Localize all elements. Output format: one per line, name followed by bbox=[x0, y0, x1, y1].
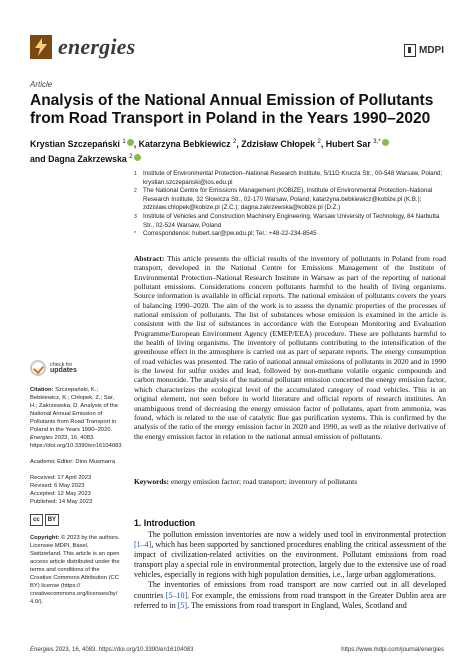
check-updates-icon bbox=[30, 360, 46, 376]
mdpi-icon bbox=[404, 44, 416, 57]
keywords-label: Keywords: bbox=[134, 477, 169, 486]
updates-label: updates bbox=[50, 367, 77, 374]
dates-block bbox=[30, 474, 120, 506]
keywords bbox=[134, 477, 446, 486]
author-affiliation-mark: 2 bbox=[233, 139, 237, 145]
intro-paragraph bbox=[134, 580, 446, 610]
paragraph-text: The inventories of emissions from road transport are now carried out in all developed countries bbox=[134, 580, 446, 600]
copyright-label: Copyright: bbox=[30, 535, 60, 541]
citation-link[interactable]: [5] bbox=[177, 600, 188, 610]
abstract-label: Abstract: bbox=[134, 254, 165, 263]
accepted-date: Accepted: 12 May 2023 bbox=[30, 491, 91, 497]
author-affiliation-mark: 3,* bbox=[373, 139, 381, 145]
orcid-icon[interactable] bbox=[134, 154, 141, 161]
journal-header bbox=[30, 34, 135, 60]
publisher-name: MDPI bbox=[419, 45, 444, 56]
article-title: Analysis of the National Annual Emission of Pollutants from Road Transport in Poland in the Years 1990–2020 bbox=[30, 92, 434, 127]
author-affiliation-mark: 1 bbox=[122, 139, 126, 145]
affiliation-item bbox=[134, 187, 444, 213]
article-sidebar bbox=[30, 360, 120, 614]
copyright-text: © 2023 by the authors. Licensee MDPI, Basel, Switzerland. This article is an open access article distributed under the terms and conditions of the Creative Commons Attribution (CC BY) license (https:// creativecommons.org/licenses/by/ 4.0/). bbox=[30, 535, 120, 605]
paragraph-text: . For example, the emissions from road transport in the Greater Dublin area are referred to in bbox=[134, 590, 446, 610]
abstract bbox=[134, 254, 446, 441]
paragraph-text: . The emissions from road transport in England, Wales, Scotland and bbox=[187, 600, 407, 610]
citation-label: Citation: bbox=[30, 387, 54, 393]
introduction-body bbox=[134, 530, 446, 611]
keywords-text: energy emission factor; road transport; inventory of pollutants bbox=[170, 477, 358, 486]
author-name: Hubert Sar bbox=[325, 138, 371, 149]
citation-block bbox=[30, 386, 120, 450]
affiliation-number: * bbox=[134, 231, 136, 238]
revised-date: Revised: 6 May 2023 bbox=[30, 483, 85, 489]
citation-volume: 2023, 16, 4083. https://doi.org/10.3390/en16104083 bbox=[30, 435, 122, 449]
paragraph-text: , which has been supported by sanctioned procedures enabling the critical assessment of the impact of civilization-related activities on the environment. Pollutant emissions from road transport play a special role in environmental protection, largely due to the extensive use of road vehicles, especially in regions with high population densities, i.e., large urban agglomerations. bbox=[134, 540, 446, 580]
paragraph-text: The pollution emission inventories are now a widely used tool in environmental protection bbox=[148, 530, 446, 539]
author-name: Zdzisław Chłopek bbox=[241, 138, 316, 149]
footer-url[interactable]: https://www.mdpi.com/journal/energies bbox=[341, 647, 444, 653]
affiliation-number: 1 bbox=[134, 171, 137, 177]
author-name: Dagna Zakrzewska bbox=[48, 153, 127, 164]
orcid-icon[interactable] bbox=[127, 139, 134, 146]
journal-name: energies bbox=[58, 34, 136, 59]
citation-text: Szczepański, K.; Bebkiewicz, K.; Chłopek, Z.; Sar, H.; Zakrzewska, D. Analysis of the National Annual Emission of Pollutants from Road Transport in Poland in the Years 1990–2020. bbox=[30, 387, 118, 433]
academic-editor: Academic Editor: Dino Musmarra bbox=[30, 459, 116, 465]
affiliation-number: 3 bbox=[134, 213, 137, 220]
affiliation-item bbox=[134, 230, 444, 239]
intro-paragraph bbox=[134, 530, 446, 580]
abstract-text: This article presents the official results of the inventory of pollutants in Poland from road transport, developed in the National Centre for Emissions Management of the Institute of Environmental Protection–National Research Institute in Warsaw as part of the reporting of national pollutant emissions. Considerations concern pollutants harmful to the health of living organisms. Source information is available in official reports. The national emission of pollutants covers the years of balancing 1990–2020. The aim of the work is to assess the dynamic properties of the processes of national emission of pollutants. The list of substances whose emission is examined in the article is consistent with the list of substances in accordance with the European Monitoring and Evaluation Programme/European Environment Agency (EMEP/EEA) procedure. These are pollutants harmful to the health of living organisms. The inventory of pollutants contributing to the intensification of the greenhouse effect in the atmosphere is carried out as part of separate reports. The energy consumption of road vehicles was presented. The ratio of national annual emissions of pollutants in 2020 and in 1990 is the lowest for sulfur oxides and lead, followed by non-methane volatile organic compounds and carbon monoxide. The analysis of the national pollutant emission concerned the energy emission factor, which characterizes the ecological level of the accumulated category of road vehicles. This is an original element, not seen before in world literature and official reports of research institutes. An unambiguous trend of decreasing the energy emission factor of pollutants, apart from ammonia, was found, which is related to the use of catalytic flue gas purification systems. This is confirmed by the analysis of the ratio of the energy emission factor in 2020 and 1990, as well as the relative derivative of the energy emission factor in relation to the national annual emission of pollutants. bbox=[134, 254, 446, 441]
correspondence-text: Correspondence: hubert.sar@pw.edu.pl; Tel.: +48-22-234-8545 bbox=[143, 230, 317, 238]
updates-check-label: check for bbox=[50, 362, 73, 368]
citation-link[interactable]: [1–4] bbox=[134, 540, 152, 550]
affiliations bbox=[134, 170, 444, 239]
article-type: Article bbox=[30, 80, 53, 89]
received-date: Received: 17 April 2023 bbox=[30, 475, 92, 481]
check-for-updates-badge[interactable] bbox=[30, 360, 120, 376]
cc-icon: cc bbox=[30, 514, 43, 526]
section-heading-introduction: 1. Introduction bbox=[134, 518, 196, 528]
published-date: Published: 14 May 2023 bbox=[30, 499, 93, 505]
citation-link[interactable]: [5–10] bbox=[165, 590, 188, 600]
footer-doi[interactable]: 2023, 16, 4083. https://doi.org/10.3390/en16104083 bbox=[55, 647, 194, 653]
author-name: Krystian Szczepański bbox=[30, 138, 120, 149]
footer-journal: Energies bbox=[30, 647, 54, 653]
license-badge[interactable] bbox=[30, 514, 120, 526]
orcid-icon[interactable] bbox=[382, 139, 389, 146]
footer-citation bbox=[30, 647, 193, 653]
citation-journal: Energies bbox=[30, 435, 53, 441]
affiliation-text: Institute of Vehicles and Construction Machinery Engineering, Warsaw University of Technology, 84 Narbutta Str., 02-524 Warsaw, Poland bbox=[143, 212, 440, 229]
mdpi-logo bbox=[404, 44, 444, 57]
affiliation-text: Institute of Environmental Protection–National Research Institute, 5/11D Krucza Str., 00-548 Warsaw, Poland; krystian.szczepanski@ios.edu.pl bbox=[143, 170, 443, 186]
affiliation-item bbox=[134, 170, 444, 187]
affiliation-text: The National Centre for Emissions Management (KOBiZE), Institute of Environmental Protection–National Research Institute, 32 Słowicza Str., 02-170 Warsaw, Poland; katarzyna.bebkiewicz@kobize.pl (K.B.); zdzislaw.chlopek@kobize.pl (Z.C.); dagna.zakrzewska@kobize.pl (D.Z.) bbox=[143, 187, 433, 212]
author-list: Krystian Szczepański $^1$ , Katarzyna Bebkiewicz $^2$, Zdzisław Chłopek $^2$, Hubert Sar $^{3,*}$ and Dagna Zakrzewska $^2$ bbox=[30, 136, 444, 166]
affiliation-item bbox=[134, 213, 444, 230]
cc-by-icon: BY bbox=[45, 514, 59, 526]
author-affiliation-mark: 2 bbox=[317, 139, 321, 145]
page-footer bbox=[30, 647, 444, 653]
author-affiliation-mark: 2 bbox=[129, 153, 133, 160]
energies-logo-icon bbox=[30, 35, 52, 59]
author-name: Katarzyna Bebkiewicz bbox=[138, 138, 231, 149]
affiliation-number: 2 bbox=[134, 188, 137, 195]
copyright-block bbox=[30, 534, 120, 606]
